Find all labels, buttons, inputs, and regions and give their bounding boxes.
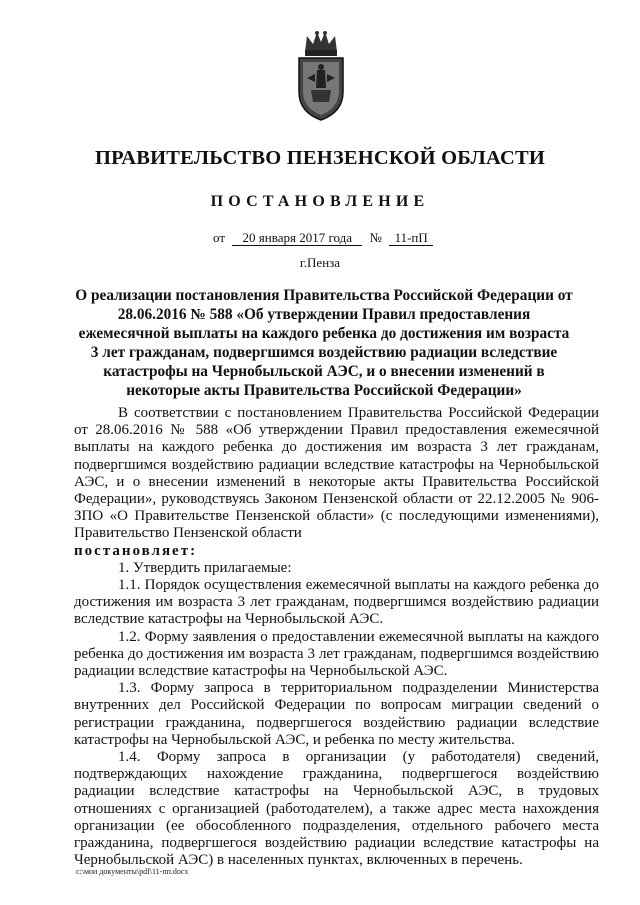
file-path-footer: c:\мои документы\pdf\11-пп.docx [76, 867, 189, 876]
date-label: от [213, 230, 226, 245]
coat-of-arms-icon [293, 30, 349, 122]
document-meta [209, 230, 433, 246]
intro-text: В соответствии с постановлением Правительства Российской Федерации от 28.06.2016 № 588 «Об утверждении Правил предоставления ежемесячной выплаты на каждого ребенка до достижения им возраста 3 лет гражданам, подвергшимся воздействию радиации вследствие катастрофы на Чернобыльской АЭС, и о внесении изменений в некоторые акты Правительства Российской Федерации», руководствуясь Законом Пензенской области от 22.12.2005 № 906-ЗПО «О Правительстве Пензенской области» (с последующими изменениями), Правительство Пензенской области [74, 405, 599, 542]
item-1-1: 1.1. Порядок осуществления ежемесячной выплаты на каждого ребенка до достижения им возраста 3 лет гражданам, подвергшимся воздействию радиации вследствие катастрофы на Чернобыльской АЭС. [74, 577, 599, 628]
item-1: 1. Утвердить прилагаемые: [118, 559, 292, 576]
item-1-3: 1.3. Форму запроса в территориальном подразделении Министерства внутренних дел Российской Федерации по вопросам миграции сведений о регистрации гражданина, подвергшегося воздействию радиации вследствие катастрофы на Чернобыльской АЭС, и ребенка по месту жительства. [74, 680, 599, 748]
document-type: ПОСТАНОВЛЕНИЕ [210, 193, 430, 210]
decree-word-paragraph [74, 543, 599, 560]
intro-paragraph [74, 405, 599, 543]
organization-title: ПРАВИТЕЛЬСТВО ПЕНЗЕНСКОЙ ОБЛАСТИ [95, 147, 545, 169]
number-label: № [369, 230, 382, 245]
item-1-4: 1.4. Форму запроса в организации (у работодателя) сведений, подтверждающих нахождение гражданина, подвергшегося воздействию радиации вследствие катастрофы на Чернобыльской АЭС, в трудовых отношениях с организацией (работодателем), а также адрес места нахождения организации (ее обособленного подразделения, отдельного рабочего места гражданина, подвергшегося воздействию радиации вследствие катастрофы на Чернобыльской АЭС) в населенных пунктах, включенных в перечень. [74, 749, 599, 869]
document-heading: О реализации постановления Правительства Российской Федерации от 28.06.2016 № 588 «Об утверждении Правил предоставления ежемесячной выплаты на каждого ребенка до достижения им возраста 3 лет гражданам, подвергшимся воздействию радиации вследствие катастрофы на Чернобыльской АЭС, и о внесении изменений в некоторые акты Правительства Российской Федерации» [75, 287, 573, 399]
decree-word: постановляет: [74, 542, 198, 559]
item-1-2: 1.2. Форму заявления о предоставлении ежемесячной выплаты на каждого ребенка до достижения им возраста 3 лет гражданам, подвергшимся воздействию радиации вследствие катастрофы на Чернобыльской АЭС. [74, 628, 599, 680]
city: г.Пенза [299, 255, 341, 270]
document-date: 20 января 2017 года [232, 231, 362, 246]
document-body [74, 405, 599, 869]
document-number: 11-пП [389, 231, 433, 246]
